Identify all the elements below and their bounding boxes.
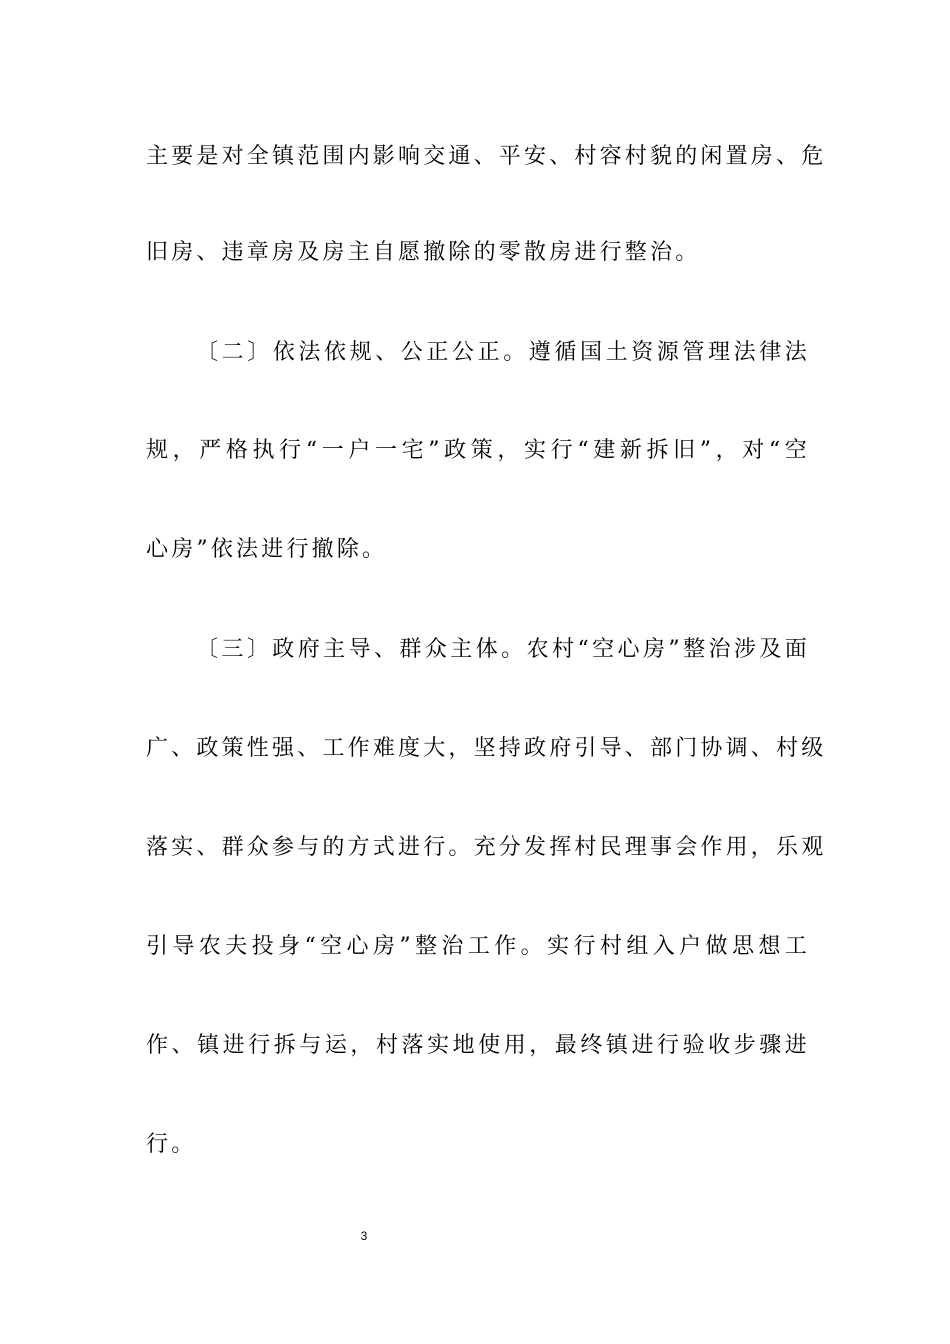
page-number: 3: [360, 1229, 368, 1243]
paragraph-line: 规，严格执行“一户一宅”政策，实行“建新拆旧”，对“空: [146, 438, 810, 463]
paragraph-line: 旧房、违章房及房主自愿撤除的零散房进行整治。: [146, 240, 701, 265]
paragraph-line: 〔二〕依法依规、公正公正。遵循国土资源管理法律法: [196, 340, 810, 365]
paragraph-line: 落实、群众参与的方式进行。充分发挥村民理事会作用，乐观: [146, 835, 827, 860]
paragraph-line: 心房”依法进行撤除。: [146, 537, 388, 562]
paragraph-line: 〔三〕政府主导、群众主体。农村“空心房”整治涉及面: [196, 637, 810, 662]
paragraph-line: 引导农夫投身“空心房”整治工作。实行村组入户做思想工: [146, 934, 810, 959]
paragraph-line: 行。: [146, 1132, 197, 1157]
paragraph-line: 主要是对全镇范围内影响交通、平安、村容村貌的闲置房、危: [146, 144, 827, 169]
paragraph-line: 广、政策性强、工作难度大，坚持政府引导、部门协调、村级: [146, 736, 827, 761]
paragraph-line: 作、镇进行拆与运，村落实地使用，最终镇进行验收步骤进: [146, 1033, 810, 1058]
